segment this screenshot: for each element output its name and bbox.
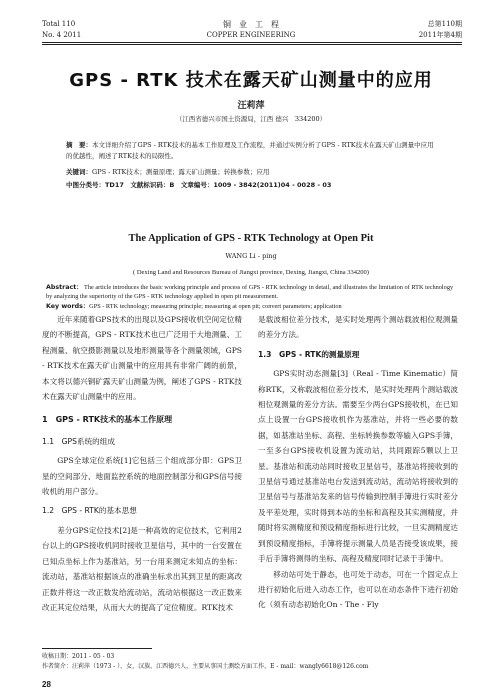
paragraph: 移动站可处于静态，也可处于动态，可在一个固定点上进行初始化后进入动态工作，也可以在动态条件下进行初始化（须有动态初始化On - The - Fly <box>258 569 458 610</box>
subsection-heading-1-3: 1.3 GPS - RTK的测量原理 <box>258 349 360 359</box>
abstract-en-text: The article introduces the basic working principle and process of GPS - RTK technology in detail, and illustrates the limitation of RTK technology by analyzing the superiority of the GPS - RTK technology applied in open pit measurement. <box>46 284 454 300</box>
subsection-heading-1-1: 1.1 GPS系统的组成 <box>42 436 115 446</box>
classification: 中图分类号：TD17 文献标识码：B 文章编号：1009 - 3842(2011)04 - 0028 - 03 <box>66 181 332 189</box>
paragraph: 近年来随着GPS技术的出现以及GPS接收机空间定位精度的不断提高，GPS - RTK技术也已广泛用于大地测量、工程测量、航空摄影测量以及地形测量等各个测量领域，GPS - RTK技术在露天矿山测量中的应用具有非常广阔的前景，本文将以德兴铜矿露天矿山测量为例，阐述了GPS - RTK技术在露天矿山测量中的应用。 <box>42 315 242 402</box>
footnote <box>42 652 368 672</box>
abstract-cn-text: 本文详细介绍了GPS - RTK技术的基本工作原理及工作流程，并通过实例分析了GPS - RTK技术在露天矿山测量中应用的优越性，阐述了RTK技术的局限性。 <box>66 141 434 160</box>
author-cn: 汪莉萍 <box>237 101 265 111</box>
article-title-en: The Application of GPS - RTK Technology at Open Pit <box>128 233 374 244</box>
journal-title-cn: 铜 业 工 程 <box>223 20 279 29</box>
subsection-heading-1-2: 1.2 GPS - RTK的基本思想 <box>42 506 137 516</box>
affiliation-en: ( Dexing Land and Resources Bureau of Jiangxi province, Dexing, Jiangxi, China 334200) <box>133 269 369 276</box>
paragraph: 是载波相位差分技术，是实时处理两个测站载波相位观测量的差分方法。 <box>258 315 458 340</box>
keywords-en <box>46 302 458 311</box>
abstract-cn-label: 摘 要： <box>66 141 92 149</box>
header-total-cn: 总第110期 <box>427 20 462 28</box>
body-right-column <box>258 312 458 613</box>
author-en: WANG Li - ping <box>225 252 277 260</box>
header-issue-no: No. 4 2011 <box>42 31 82 39</box>
page-number: 28 <box>42 680 51 689</box>
header-year-issue: 2011年第4期 <box>418 31 462 39</box>
received-date: 收稿日期：2011 - 05 - 03 <box>42 653 115 660</box>
keywords-en-label: Key words： <box>46 303 90 310</box>
header-total: Total 110 <box>42 20 76 28</box>
keywords-cn-label: 关键词： <box>66 168 92 176</box>
footnote-rule <box>42 648 152 649</box>
keywords-cn-text: GPS - RTK技术；测量原理；露天矿山测量；转换参数；应用 <box>92 168 270 176</box>
body-left-column <box>42 312 242 615</box>
header-rule <box>42 42 462 45</box>
keywords-cn <box>66 167 438 178</box>
affiliation-cn: （江西省德兴市国土资源局，江西 德兴 334200） <box>175 115 327 123</box>
paragraph: GPS全球定位系统[1]它包括三个组成部分即：GPS卫星的空间部分、地面监控系统的地面控制部分和GPS信号接收机的用户部分。 <box>42 456 242 497</box>
journal-title-en: COPPER ENGINEERING <box>206 31 296 39</box>
author-info: 作者简介：汪莉萍（1973 - ），女，汉族，江西德兴人，主要从事国土测绘方面工作，E - mail：wangly6618@126.com <box>42 663 369 670</box>
abstract-en-label: Abstract： <box>46 284 83 291</box>
keywords-en-text: GPS - RTK technology; measuring principle; measuring at open pit; convert parameters; application <box>89 303 342 310</box>
paragraph: 差分GPS定位技术[2]是一种高效的定位技术，它利用2台以上的GPS接收机同时接收卫星信号，其中的一台安置在已知点坐标上作为基准站，另一台用来测定未知点的坐标：流动站，基准站根据该点的准确坐标求出其到卫星的距离改正数并将这一改正数发给流动站，流动站根据这一改正数来改正其定位结果，从而大大的提高了定位精度。RTK技术 <box>42 525 242 612</box>
article-title-cn: GPS - RTK 技术在露天矿山测量中的应用 <box>69 70 433 91</box>
abstract-en <box>46 283 458 311</box>
abstract-cn <box>66 140 438 162</box>
section-heading-1: 1 GPS - RTK技术的基本工作原理 <box>42 415 173 425</box>
paragraph: GPS实时动态测量[3]（Real - Time Kinematic）简称RTK，又称载波相位差分技术，是实时处理两个测站载波相位观测量的差分方法。需要至少两台GPS接收机，在已知点上设置一台GPS接收机作为基准站，并将一些必要的数据，如基准站坐标、高程、坐标转换参数等输入GPS手簿，一至多台GPS接收机设置为流动站，共同跟踪5颗以上卫星。基准站和流动站同时接收卫星信号，基准站将接收到的卫星信号通过基准站电台发送到流动站，流动站将接收到的卫星信号与基准站发来的信号传输到控制手簿进行实时差分及平差处理，实时得到本站的坐标和高程及其实测精度，并随时将实测精度和预设精度指标进行比较，一旦实测精度达到预设精度指标，手簿将提示测量人员是否接受该成果，接手后手簿将测得的坐标、高程及精度同时记录于手簿中。 <box>258 369 458 564</box>
